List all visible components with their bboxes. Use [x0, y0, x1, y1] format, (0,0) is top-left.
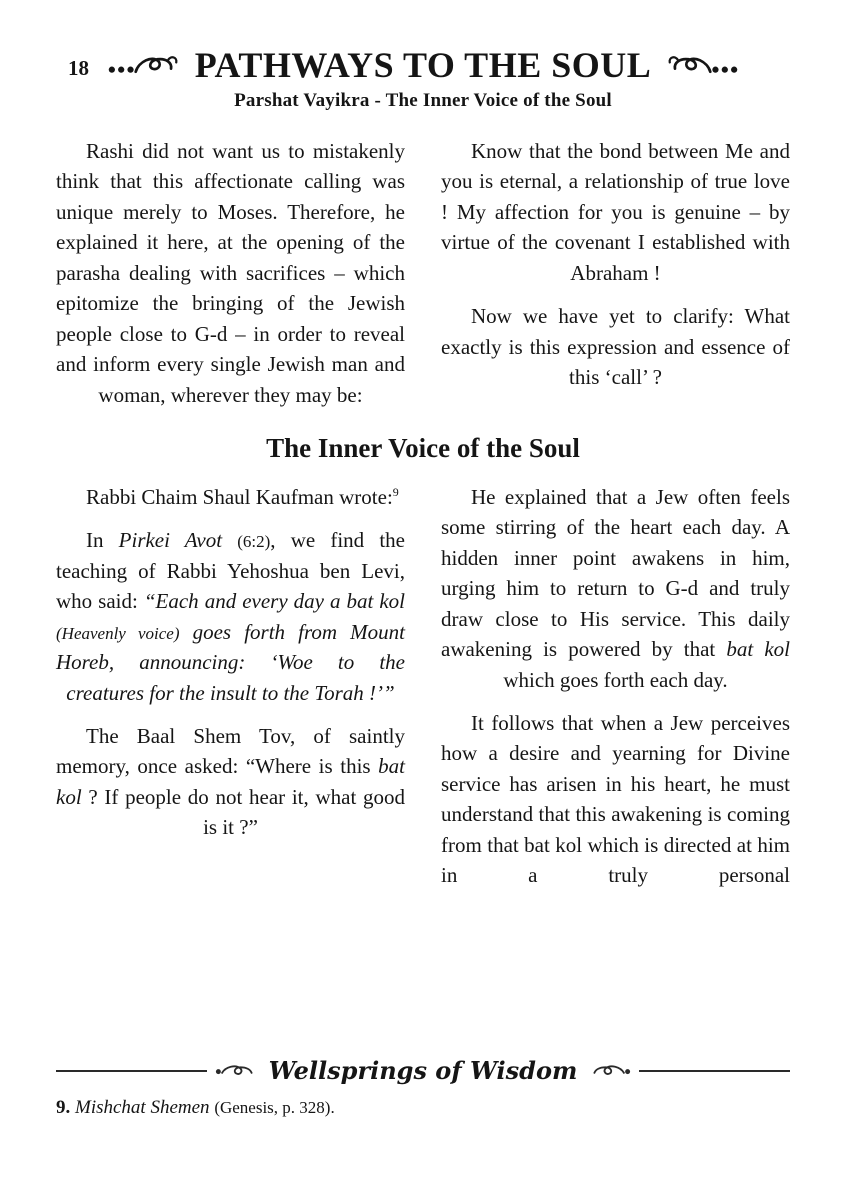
footnote [56, 1097, 790, 1119]
paragraph [56, 136, 405, 410]
page-header [0, 0, 846, 112]
paragraph [56, 482, 405, 512]
text-run: Pirkei Avot [118, 528, 238, 553]
paragraph [441, 136, 790, 288]
book-title: PATHWAYS TO THE SOUL [194, 45, 652, 85]
page-content [0, 112, 846, 904]
text-run: Know that the bond between Me and you is eternal, a relationship of true love ! My affection for you is genuine – by virtue of the covenant I established with Abraham ! [441, 139, 790, 285]
footer-divider [56, 1056, 790, 1085]
text-run: (6:2) [237, 532, 271, 552]
text-run: bat kol [726, 637, 790, 662]
text-run: ? If people do not hear it, what good is it ?” [81, 784, 405, 840]
text-run: (Genesis, p. 328). [214, 1098, 335, 1117]
section2-columns [56, 482, 790, 904]
divider-rule-right [639, 1070, 790, 1072]
title-row [0, 44, 846, 86]
section1-right-column [441, 136, 790, 423]
paragraph [441, 708, 790, 891]
text-run: He explained that a Jew often feels some stirring of the heart each day. A hidden inner point awakens in him, urging him to return to G-d and truly draw close to His service. This daily awakening is powered by that [441, 484, 790, 662]
section1-left-column [56, 136, 405, 423]
scroll-flourish-right-icon [661, 52, 745, 79]
footer-banner-title: Wellsprings of Wisdom [268, 1056, 578, 1085]
text-run: Now we have yet to clarify: What exactly is this expression and essence of this ‘call’ ? [441, 304, 790, 390]
paragraph [56, 525, 405, 708]
text-run: It follows that when a Jew perceives how a desire and yearning for Divine service has arisen in his heart, he must understand that this awakening is coming from that bat kol which is directed at him in a truly personal [441, 711, 790, 888]
text-run: The Baal Shem Tov, of saintly memory, once asked: “Where is this [56, 724, 405, 779]
text-run: , we find the teaching of Rabbi Yehoshua ben Levi, who said: [56, 528, 405, 614]
text-run: goes forth from Mount Horeb, announcing: ‘Woe to the creatures for the insult to the Torah !’” [56, 619, 405, 705]
section1-columns [56, 136, 790, 423]
small-scroll-flourish-right-icon [587, 1063, 635, 1079]
paragraph [56, 721, 405, 843]
divider-rule-left [56, 1070, 207, 1072]
text-run: 9. [56, 1097, 75, 1118]
text-run: which goes forth each day. [503, 667, 728, 692]
small-scroll-flourish-left-icon [211, 1063, 259, 1079]
text-run: Mishchat Shemen [75, 1097, 215, 1118]
text-run: “Each and every day a bat kol [143, 589, 406, 614]
text-run: In [86, 528, 119, 553]
section-heading: The Inner Voice of the Soul [266, 432, 580, 463]
section2-right-column [441, 482, 790, 904]
text-run: (Heavenly voice) [56, 623, 180, 643]
text-run: 9 [392, 484, 399, 499]
section2-left-column [56, 482, 405, 904]
paragraph [441, 301, 790, 392]
scroll-flourish-left-icon [101, 52, 185, 79]
page-footer [56, 1056, 790, 1119]
page-number: 18 [68, 56, 89, 80]
paragraph [441, 482, 790, 695]
text-run: bat kol [56, 754, 405, 809]
chapter-subtitle: Parshat Vayikra - The Inner Voice of the Soul [234, 90, 612, 111]
text-run: Rashi did not want us to mistakenly think that this affectionate calling was unique merely to Moses. Therefore, he explained it here, at the opening of the parasha dealing with sacrifices – which epitomize the bringing of the Jewish people close to G-d – in order to reveal and inform every single Jewish man and woman, wherever they may be: [56, 139, 405, 407]
paragraph [56, 1097, 790, 1119]
text-run: Rabbi Chaim Shaul Kaufman wrote: [86, 484, 393, 509]
